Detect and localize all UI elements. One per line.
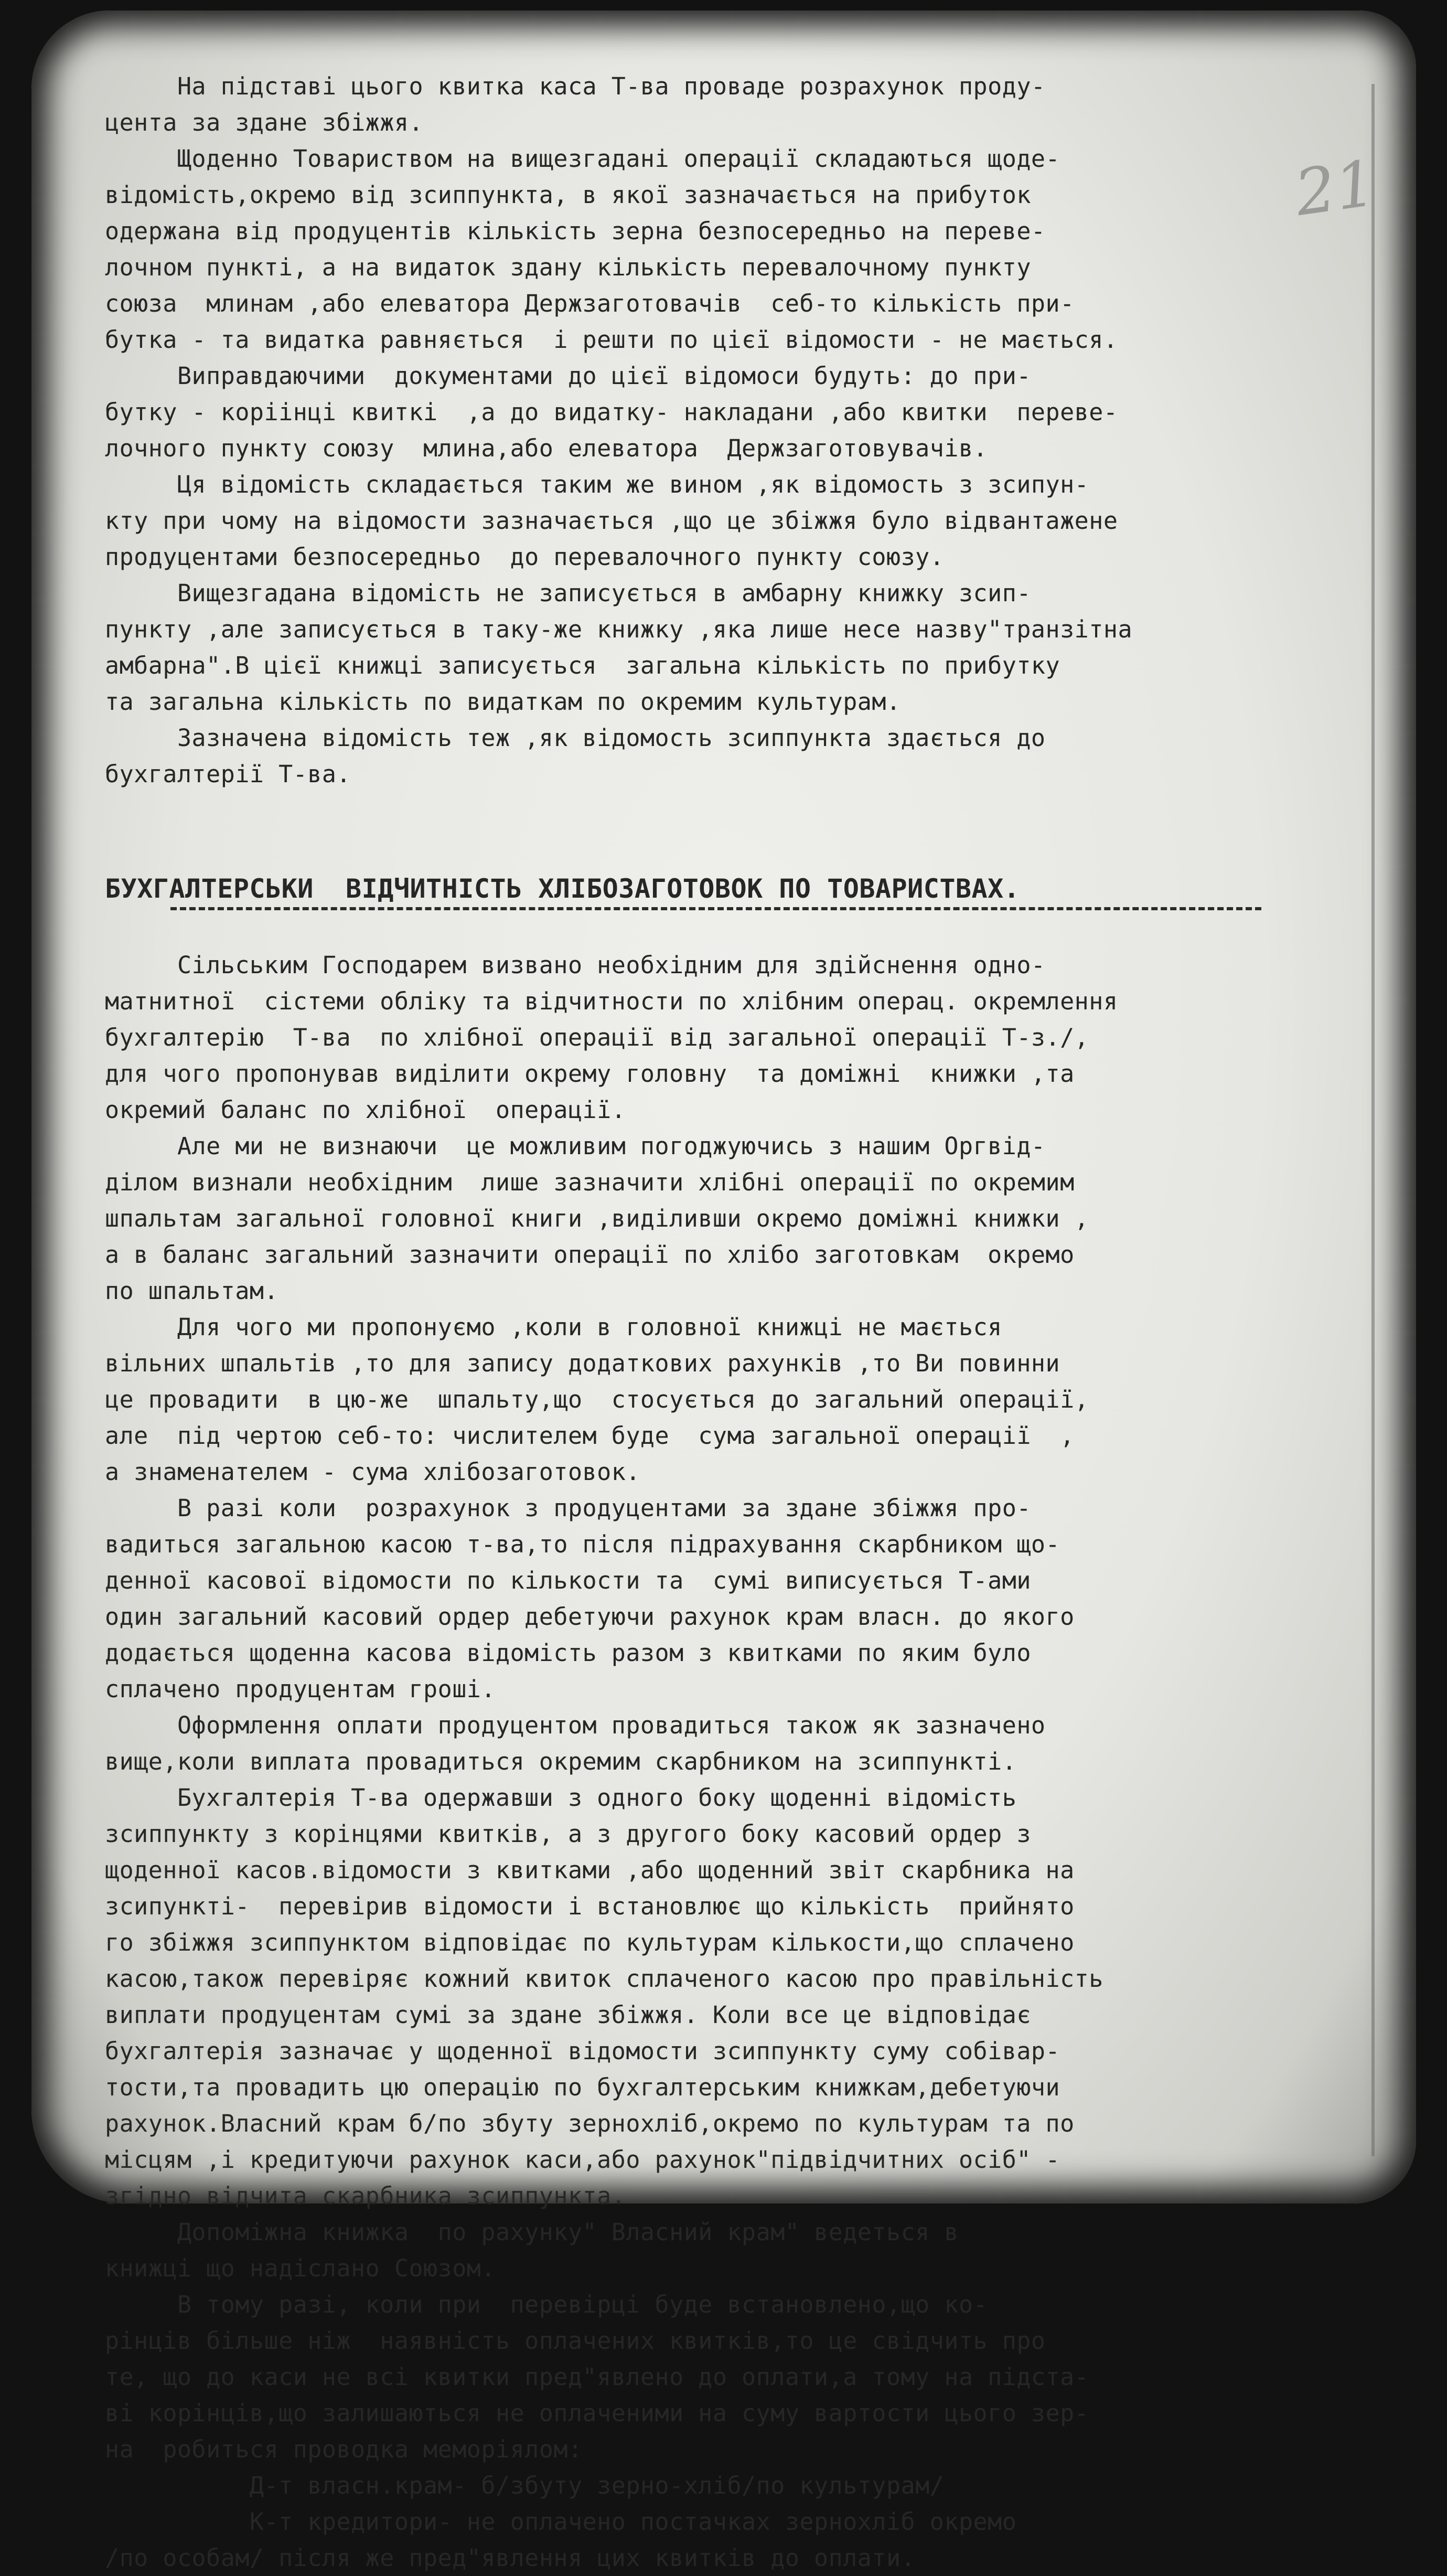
text-line: згідно відчита скарбника зсиппункта. <box>105 2182 626 2210</box>
text-line: Ця відомість складається таким же вином ,як відомость з зсипун- <box>105 471 1089 498</box>
text-line: союза млинам ,або елеватора Держзаготовачів себ-то кількість при- <box>105 290 1075 317</box>
text-line: але під чертою себ-то: числителем буде сума загальної операції , <box>105 1422 1075 1450</box>
text-line: Д-т власн.крам- б/збуту зерно-хліб/по культурам/ <box>105 2472 945 2499</box>
heading-underline <box>170 907 1261 910</box>
text-line: денної касової відомости по кількости та сумі виписується Т-ами <box>105 1567 1031 1594</box>
text-line: Бухгалтерія Т-ва одержавши з одного боку щоденні відомість <box>105 1784 1017 1812</box>
text-line: ві корінців,що залишаються не оплаченими на суму вартости цього зер- <box>105 2399 1089 2427</box>
text-line: місцям ,і кредитуючи рахунок каси,або рахунок"підвідчитних осіб" - <box>105 2146 1060 2174</box>
text-line: вільних шпальтів ,то для запису додаткових рахунків ,то Ви повинни <box>105 1349 1060 1377</box>
text-line: Допоміжна книжка по рахунку" Власний крам" ведеться в <box>105 2218 959 2246</box>
text-line: окремий баланс по хлібної операції. <box>105 1096 626 1124</box>
text-line: книжці що надіслано Союзом. <box>105 2254 496 2282</box>
text-line: для чого пропонував виділити окрему головну та доміжні книжки ,та <box>105 1060 1075 1088</box>
text-line: Для чого ми пропонуємо ,коли в головної книжці не мається <box>105 1313 1002 1341</box>
text-line: вадиться загальною касою т-ва,то після підрахування скарбником що- <box>105 1530 1060 1558</box>
text-line: цента за здане збіжжя. <box>105 109 424 136</box>
text-line: К-т кредитори- не оплачено постачках зернохліб окремо <box>105 2508 1017 2536</box>
text-line: по шпальтам. <box>105 1277 279 1305</box>
text-line: касою,також перевіряє кожний квиток сплаченого касою про правільність <box>105 1965 1103 1993</box>
text-line: зсиппункту з корінцями квитків, а з другого боку касовий ордер з <box>105 1820 1031 1848</box>
text-line: шпальтам загальної головної книги ,виділивши окремо доміжні книжки , <box>105 1205 1089 1232</box>
section-heading: БУХГАЛТЕРСЬКИ ВІДЧИТНІСТЬ ХЛІБОЗАГОТОВОК ПО ТОВАРИСТВАХ. <box>105 874 1020 904</box>
text-line: бутку - коріінці квиткі ,а до видатку- накладани ,або квитки переве- <box>105 398 1118 426</box>
text-line: продуцентами безпосередньо до перевалочного пункту союзу. <box>105 543 945 571</box>
text-line: тости,та провадить цю операцію по бухгалтерським книжкам,дебетуючи <box>105 2073 1060 2101</box>
text-line: амбарна".В цієї книжці записується загальна кількість по прибутку <box>105 652 1060 679</box>
text-line: вище,коли виплата провадиться окремим скарбником на зсиппункті. <box>105 1748 1017 1775</box>
text-line: матнитної сістеми обліку та відчитности по хлібним операц. окремлення <box>105 987 1118 1015</box>
text-line: Сільським Господарем визвано необхідним для здійснення одно- <box>105 951 1046 979</box>
text-line: а знаменателем - сума хлібозаготовок. <box>105 1458 640 1486</box>
typed-text <box>105 68 1343 2576</box>
text-line: Оформлення оплати продуцентом провадиться також як зазначено <box>105 1711 1046 1739</box>
text-line: лочного пункту союзу млина,або елеватора Держзаготовувачів. <box>105 434 988 462</box>
text-line: рахунок.Власний крам б/по збуту зернохліб,окремо по культурам та по <box>105 2110 1075 2137</box>
text-line: В тому разі, коли при перевірці буде встановлено,що ко- <box>105 2291 988 2318</box>
text-line: го збіжжя зсиппунктом відповідає по культурам кількости,що сплачено <box>105 1929 1075 1956</box>
text-line: лочном пункті, а на видаток здану кількість перевалочному пункту <box>105 253 1031 281</box>
text-line: пункту ,але записується в таку-же книжку ,яка лише несе назву"транзітна <box>105 615 1133 643</box>
text-line: зсипункті- перевірив відомости і встановлює що кількість прийнято <box>105 1892 1075 1920</box>
text-line: В разі коли розрахунок з продуцентами за здане збіжжя про- <box>105 1494 1031 1522</box>
text-line: /по особам/ після же пред"явлення цих квитків до оплати. <box>105 2544 916 2572</box>
page-edge-shadow <box>1371 84 1375 2156</box>
text-line: це провадити в цю-же шпальту,що стосується до загальний операції, <box>105 1386 1089 1413</box>
text-line: на робиться проводка меморіялом: <box>105 2435 583 2463</box>
text-line: ділом визнали необхідним лише зазначити хлібні операції по окремим <box>105 1168 1075 1196</box>
text-line: Але ми не визнаючи це можливим погоджуючись з нашим Оргвід- <box>105 1132 1046 1160</box>
text-line: На підставі цього квитка каса Т-ва проваде розрахунок проду- <box>105 72 1046 100</box>
text-line: виплати продуцентам сумі за здане збіжжя. Коли все це відповідає <box>105 2001 1031 2029</box>
text-line: сплачено продуцентам гроші. <box>105 1675 496 1703</box>
text-line: та загальна кількість по видаткам по окремим культурам. <box>105 688 901 716</box>
text-line: а в баланс загальний зазначити операції по хлібо заготовкам окремо <box>105 1241 1075 1269</box>
text-line: один загальний касовий ордер дебетуючи рахунок крам власн. до якого <box>105 1603 1075 1631</box>
text-line: рінців більше ніж наявність оплачених квитків,то це свідчить про <box>105 2327 1046 2355</box>
page-number: 21 <box>1291 147 1380 230</box>
section-accounting <box>105 947 1343 2576</box>
text-line: відомість,окремо від зсиппункта, в якої зазначається на прибуток <box>105 181 1031 209</box>
section-intro <box>105 68 1343 792</box>
text-line: кту при чому на відомости зазначається ,що це збіжжя було відвантажене <box>105 507 1118 535</box>
text-line: щоденної касов.відомости з квитками ,або щоденний звіт скарбника на <box>105 1856 1075 1884</box>
text-line: бухгалтерію Т-ва по хлібної операції від загальної операції Т-з./, <box>105 1024 1089 1051</box>
text-line: бутка - та видатка равняється і решти по цієї відомости - не мається. <box>105 326 1118 354</box>
text-line: одержана від продуцентів кількість зерна безпосередньо на переве- <box>105 217 1046 245</box>
text-line: бухгалтерії Т-ва. <box>105 760 351 788</box>
text-line: те, що до каси не всі квитки пред"явлено до оплати,а тому на підста- <box>105 2363 1089 2391</box>
text-line: бухгалтерія зазначає у щоденної відомости зсиппункту суму собівар- <box>105 2037 1060 2065</box>
text-line: Зазначена відомість теж ,як відомость зсиппункта здається до <box>105 724 1046 752</box>
text-line: Виправдаючими документами до цієї відомоси будуть: до при- <box>105 362 1031 390</box>
text-line: Вищезгадана відомість не записується в амбарну книжку зсип- <box>105 579 1031 607</box>
text-line: Щоденно Товариством на вищезгадані операції складаються щоде- <box>105 145 1060 173</box>
text-line: додається щоденна касова відомість разом з квитками по яким було <box>105 1639 1031 1667</box>
